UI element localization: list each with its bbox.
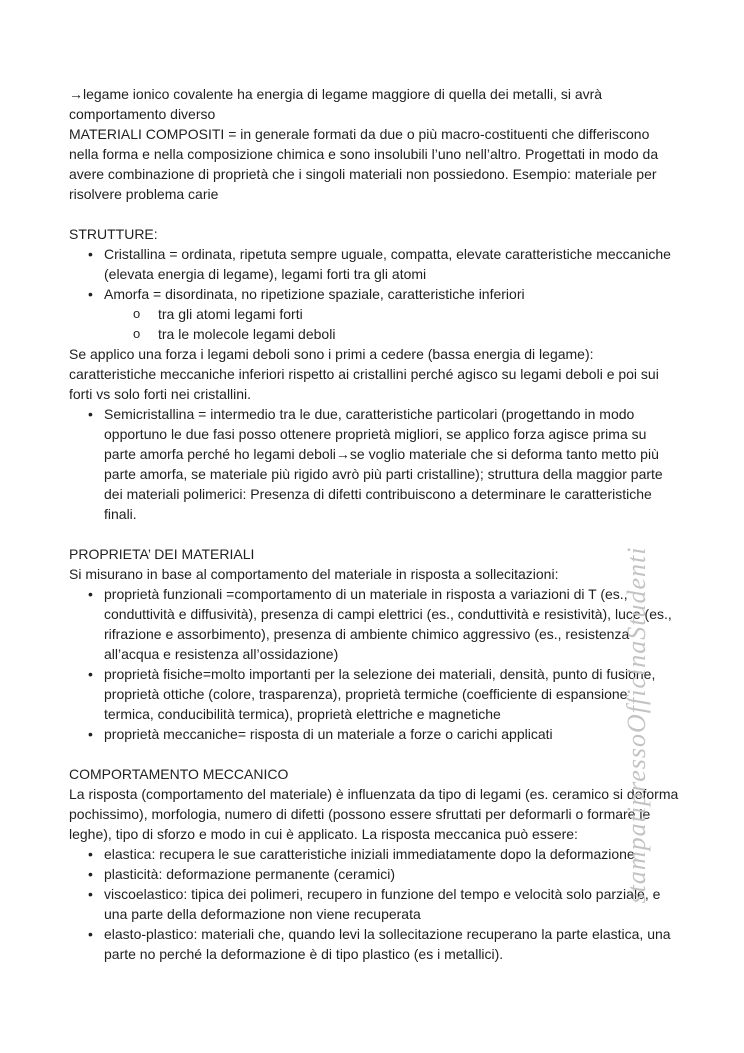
sub-bullet-text: tra gli atomi legami forti [158,306,303,322]
bullet-plasticita [69,864,679,884]
paragraph-proprieta-intro: Si misurano in base al comportamento del materiale in risposta a sollecitazioni: [69,566,559,582]
bullet-marker-icon: • [88,586,93,602]
heading-proprieta-dei-materiali: PROPRIETA’ DEI MATERIALI [69,546,255,562]
bullet-viscoelastico [69,884,679,924]
bullet-cristallina [69,244,679,284]
bullet-elasto-plastico [69,924,679,964]
sub-bullet-marker-icon: o [133,306,141,321]
bullet-marker-icon: • [88,406,93,422]
bullet-marker-icon: • [88,726,93,742]
heading-strutture: STRUTTURE: [69,226,158,242]
document-body [69,84,679,964]
heading-comportamento-meccanico: COMPORTAMENTO MECCANICO [69,766,289,782]
bullet-text: plasticità: deformazione permanente (ceramici) [104,866,396,882]
bullet-text: Amorfa = disordinata, no ripetizione spaziale, caratteristiche inferiori [104,286,525,302]
bullet-elastica [69,844,679,864]
bullet-marker-icon: • [88,666,93,682]
bullet-amorfa [69,284,679,304]
bullet-marker-icon: • [88,886,93,902]
sub-bullet-text: tra le molecole legami deboli [158,326,336,342]
blank-line [69,524,679,544]
bullet-marker-icon: • [88,846,93,862]
bullet-marker-icon: • [88,246,93,262]
bullet-text: viscoelastico: tipica dei polimeri, recupero in funzione del tempo e velocità solo parziale, e una parte della deformazione non viene recuperata [104,886,661,922]
bullet-text: proprietà meccaniche= risposta di un materiale a forze o carichi applicati [104,726,553,742]
bullet-text: elastica: recupera le sue caratteristiche iniziali immediatamente dopo la deformazione [104,846,635,862]
bullet-text: elasto-plastico: materiali che, quando levi la sollecitazione recuperano la parte elastica, una parte no perché la deformazione è di tipo plastico (es i metallici). [104,926,671,962]
blank-line [69,204,679,224]
paragraph-materiali-compositi: MATERIALI COMPOSITI = in generale formati da due o più macro-costituenti che differiscono nella forma e nella composizione chimica e sono insolubili l’uno nell’altro. Progettati in modo da avere combinazione di proprietà che i singoli materiali non possiedono. Esempio: materiale per risolvere problema carie [69,126,659,202]
sub-bullet-atomi [69,304,679,324]
bullet-text: proprietà funzionali =comportamento di un materiale in risposta a variazioni di T (es., conduttività e diffusività), presenza di campi elettrici (es., conduttività e resistività), luce (es., rifrazione e assorbimento), presenza di ambiente chimico aggressivo (es., resistenza all’acqua e resistenza all’ossidazione) [104,586,672,662]
sub-bullet-molecole [69,324,679,344]
bullet-marker-icon: • [88,866,93,882]
bullet-text: proprietà fisiche=molto importanti per la selezione dei materiali, densità, punto di fusione, proprietà ottiche (colore, trasparenza), proprietà termiche (coefficiente di espansione termica, conducibilità termica), proprietà elettriche e magnetiche [104,666,656,722]
paragraph-comportamento-intro: La risposta (comportamento del materiale) è influenzata da tipo di legami (es. ceramico si deforma pochissimo), morfologia, numero di difetti (possono essere sfruttati per deformarli o formare le leghe), tipo di sforzo e modo in cui è applicato. La risposta meccanica può essere: [69,786,679,842]
watermark-text: stampatipressoOfficinaStudenti [622,546,651,904]
bullet-marker-icon: • [88,286,93,302]
bullet-proprieta-fisiche [69,664,679,724]
blank-line [69,744,679,764]
note-legame-ionico: →legame ionico covalente ha energia di legame maggiore di quella dei metalli, si avrà comportamento diverso [69,86,603,122]
bullet-text: Semicristallina = intermedio tra le due, caratteristiche particolari (progettando in modo opportuno le due fasi posso ottenere proprietà migliori, se applico forza agisce prima su parte amorfa perché ho legami deboli→se voglio materiale che si deforma tanto metto più parte amorfa, se materiale più rigido avrò più parti cristalline); struttura della maggior parte dei materiali polimerici: Presenza di difetti contribuiscono a determinare le caratteristiche finali. [104,406,663,522]
bullet-text: Cristallina = ordinata, ripetuta sempre uguale, compatta, elevate caratteristiche meccaniche (elevata energia di legame), legami forti tra gli atomi [104,246,671,282]
bullet-semicristallina [69,404,679,524]
bullet-marker-icon: • [88,926,93,942]
sub-bullet-marker-icon: o [133,326,141,341]
paragraph-legami-deboli: Se applico una forza i legami deboli sono i primi a cedere (bassa energia di legame): caratteristiche meccaniche inferiori rispetto ai cristallini perché agisco su legami deboli e poi sui forti vs solo forti nei cristallini. [69,346,659,402]
bullet-proprieta-meccaniche [69,724,679,744]
bullet-proprieta-funzionali [69,584,679,664]
